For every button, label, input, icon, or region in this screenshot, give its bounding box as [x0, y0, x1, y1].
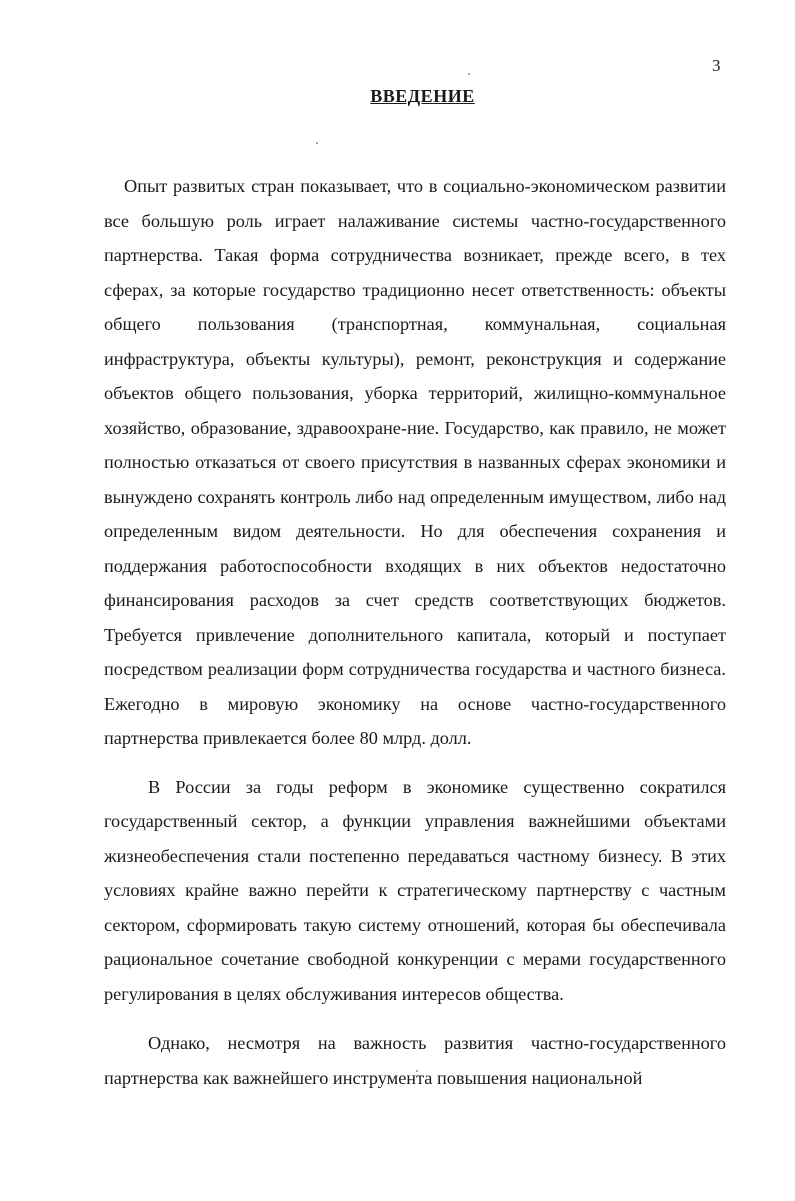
document-body	[104, 169, 726, 1095]
paragraph: Опыт развитых стран показывает, что в социально-экономическом развитии все большую роль играет налаживание системы частно-государственного партнерства. Такая форма сотрудничества возникает, прежде всего, в тех сферах, за которые государство традиционно несет ответственность: объекты общего пользования (транспортная, коммунальная, социальная инфраструктура, объекты культуры), ремонт, реконструкция и содержание объектов общего пользования, уборка территорий, жилищно-коммунальное хозяйство, образование, здравоохране-ние. Государство, как правило, не может полностью отказаться от своего присутствия в названных сферах экономики и вынуждено сохранять контроль либо над определенным имуществом, либо над определенным видом деятельности. Но для обеспечения сохранения и поддержания работоспособности входящих в них объектов недостаточно финансирования расходов за счет средств соответствующих бюджетов. Требуется привлечение дополнительного капитала, который и поступает посредством реализации форм сотрудничества государства и частного бизнеса. Ежегодно в мировую экономику на основе частно-государственного партнерства привлекается более 80 млрд. долл.	[104, 176, 726, 748]
scan-speck	[316, 142, 318, 144]
paragraph: Однако, несмотря на важность развития частно-государственного партнерства как важнейшего инструмента повышения национальной	[104, 1033, 726, 1088]
scan-speck	[468, 73, 470, 75]
page-title: ВВЕДЕНИЕ	[370, 86, 475, 106]
paragraph: В России за годы реформ в экономике существенно сократился государственный сектор, а функции управления важнейшими объектами жизнеобеспечения стали постепенно передаваться частному бизнесу. В этих условиях крайне важно перейти к стратегическому партнерству с частным сектором, сформировать такую систему отношений, которая бы обеспечивала рациональное сочетание свободной конкуренции с мерами государственного регулирования в целях обслуживания интересов общества.	[104, 776, 726, 1004]
page-number: 3	[712, 56, 721, 75]
